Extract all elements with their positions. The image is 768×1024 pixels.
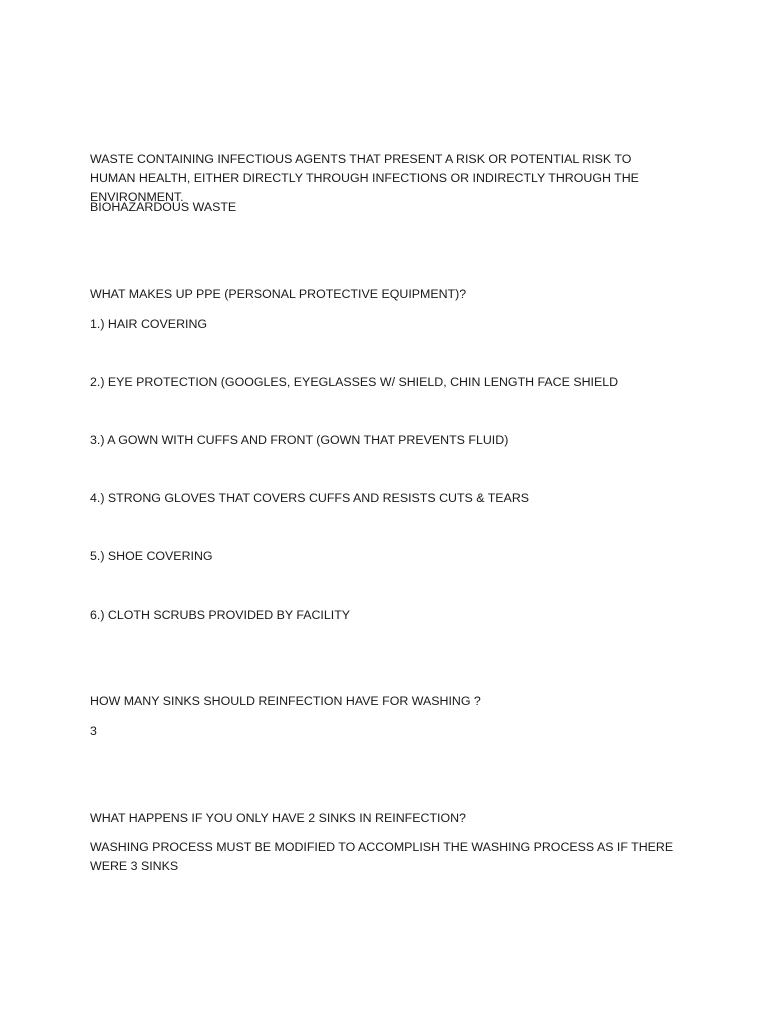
ppe-item-5: 5.) SHOE COVERING	[90, 549, 213, 563]
ppe-item-6: 6.) CLOTH SCRUBS PROVIDED BY FACILITY	[90, 608, 351, 622]
ppe-item-3: 3.) A GOWN WITH CUFFS AND FRONT (GOWN THAT PREVENTS FLUID)	[90, 433, 509, 447]
two-sinks-question: WHAT HAPPENS IF YOU ONLY HAVE 2 SINKS IN REINFECTION?	[90, 811, 466, 825]
ppe-question: WHAT MAKES UP PPE (PERSONAL PROTECTIVE EQUIPMENT)?	[90, 287, 467, 301]
definition-text: WASTE CONTAINING INFECTIOUS AGENTS THAT PRESENT A RISK OR POTENTIAL RISK TO HUMAN HEALTH, EITHER DIRECTLY THROUGH INFECTIONS OR INDIRECTLY THROUGH THE ENVIRONMENT.	[90, 152, 639, 204]
two-sinks-answer: WASHING PROCESS MUST BE MODIFIED TO ACCOMPLISH THE WASHING PROCESS AS IF THERE WERE 3 SINKS	[90, 840, 674, 873]
ppe-item-4: 4.) STRONG GLOVES THAT COVERS CUFFS AND RESISTS CUTS & TEARS	[90, 491, 530, 505]
definition-term: BIOHAZARDOUS WASTE	[90, 200, 237, 214]
sinks-answer: 3	[90, 724, 97, 738]
ppe-item-1: 1.) HAIR COVERING	[90, 317, 208, 331]
ppe-item-2: 2.) EYE PROTECTION (GOOGLES, EYEGLASSES W/ SHIELD, CHIN LENGTH FACE SHIELD	[90, 375, 619, 389]
sinks-question: HOW MANY SINKS SHOULD REINFECTION HAVE FOR WASHING ?	[90, 694, 481, 708]
